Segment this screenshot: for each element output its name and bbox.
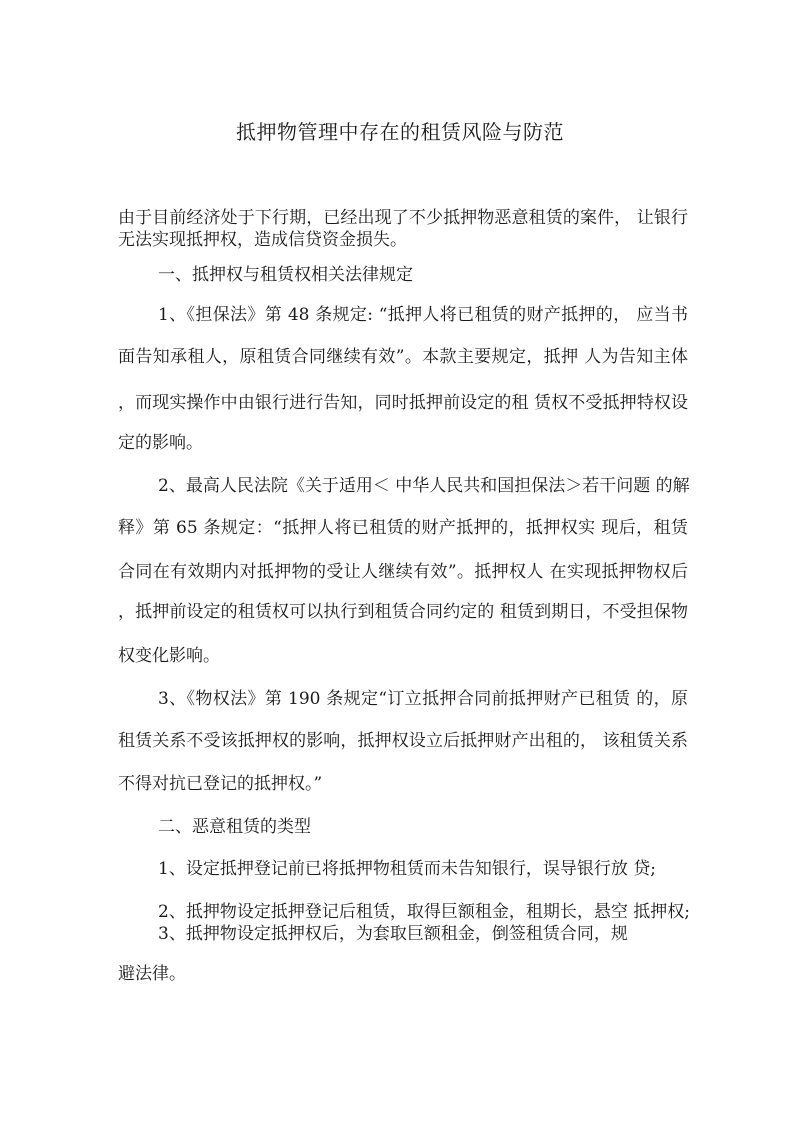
list-item-continuation: 避法律。 <box>118 964 186 984</box>
paragraph-line: ，抵押前设定的租赁权可以执行到租赁合同约定的 租赁到期日，不受担保物 <box>118 602 688 622</box>
paragraph-line: 权变化影响。 <box>118 646 220 666</box>
paragraph-line: 不得对抗已登记的抵押权。” <box>118 774 323 794</box>
list-item: 3、抵押物设定抵押权后，为套取巨额租金，倒签租赁合同，规 <box>158 924 628 944</box>
paragraph-line: 由于目前经济处于下行期，已经出现了不少抵押物恶意租赁的案件， 让银行 <box>118 208 688 228</box>
paragraph-line: 3、《物权法》第 190 条规定“订立抵押合同前抵押财产已租赁 的，原 <box>158 689 688 709</box>
section-heading: 二、恶意租赁的类型 <box>158 817 311 837</box>
paragraph-line: 定的影响。 <box>118 433 203 453</box>
list-item: 2、抵押物设定抵押登记后租赁，取得巨额租金，租期长，悬空 抵押权; <box>158 902 690 922</box>
paragraph-line: 2、最高人民法院《关于适用＜ 中华人民共和国担保法＞若干问题 的解 <box>158 476 690 496</box>
document-title: 抵押物管理中存在的租赁风险与防范 <box>236 120 564 144</box>
list-item: 1、设定抵押登记前已将抵押物租赁而未告知银行，误导银行放 贷; <box>158 859 656 879</box>
paragraph-line: 面告知承租人，原租赁合同继续有效”。本款主要规定，抵押 人为告知主体 <box>118 347 688 367</box>
paragraph-line: 释》第 65 条规定：“抵押人将已租赁的财产抵押的，抵押权实 现后，租赁 <box>118 518 688 538</box>
paragraph-line: 无法实现抵押权，造成信贷资金损失。 <box>118 230 407 250</box>
paragraph-line: 租赁关系不受该抵押权的影响，抵押权设立后抵押财产出租的， 该租赁关系 <box>118 731 688 751</box>
paragraph-line: ，而现实操作中由银行进行告知，同时抵押前设定的租 赁权不受抵押特权设 <box>118 393 688 413</box>
section-heading: 一、抵押权与租赁权相关法律规定 <box>158 265 413 285</box>
paragraph-line: 1、《担保法》第 48 条规定: “抵押人将已租赁的财产抵押的， 应当书 <box>158 305 688 325</box>
paragraph-line: 合同在有效期内对抵押物的受让人继续有效”。抵押权人 在实现抵押物权后 <box>118 562 688 582</box>
